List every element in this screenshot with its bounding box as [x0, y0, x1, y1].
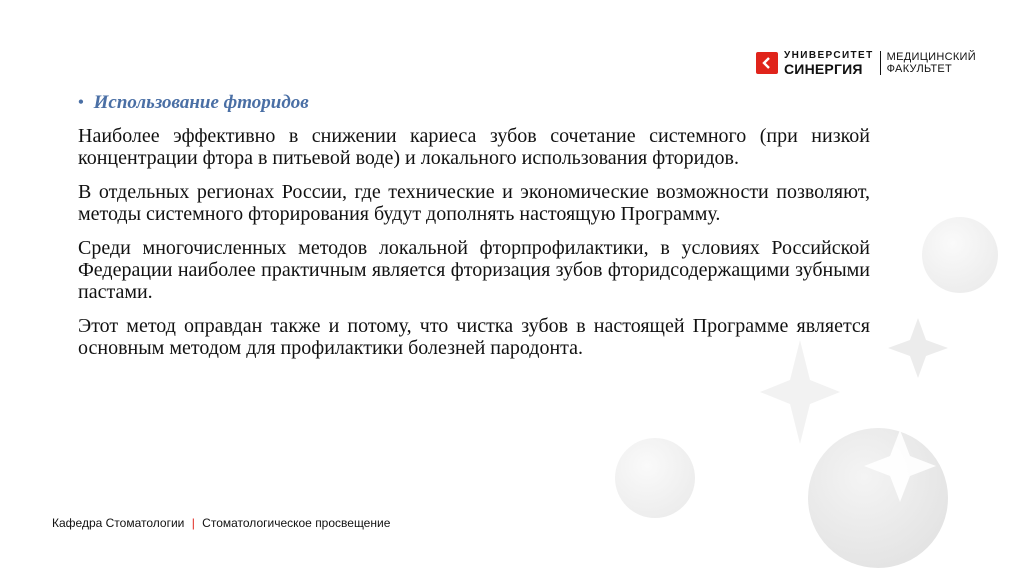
paragraph-2: В отдельных регионах России, где технические и экономические возможности позволяют, методы системного фторирования будут дополнять настоящую Программу.: [78, 181, 870, 225]
logo-faculty: [887, 51, 976, 75]
logo-line2: СИНЕРГИЯ: [784, 60, 863, 77]
deco-circle-top: [922, 217, 998, 293]
bullet-heading: [78, 92, 870, 114]
logo-separator: [880, 51, 881, 75]
footer-department: Кафедра Стоматологии: [52, 516, 185, 530]
deco-circle-large: [808, 428, 948, 568]
paragraph-3: Среди многочисленных методов локальной фторпрофилактики, в условиях Российской Федерации наиболее практичным является фторизация зубов фторидсодержащими зубными пастами.: [78, 237, 870, 303]
footer-subtitle: Стоматологическое просвещение: [202, 516, 391, 530]
bullet-dot-icon: •: [78, 94, 84, 111]
logo-bracket-icon: [756, 52, 778, 74]
logo-line1: УНИВЕРСИТЕТ: [784, 49, 874, 61]
slide-footer: [52, 516, 390, 530]
paragraph-4: Этот метод оправдан также и потому, что чистка зубов в настоящей Программе является основным методом для профилактики болезней пародонта.: [78, 315, 870, 359]
logo-faculty-line1: МЕДИЦИНСКИЙ: [886, 51, 976, 63]
deco-sparkle-right: [888, 318, 948, 378]
slide-content: [78, 92, 870, 371]
deco-circle-small: [615, 438, 695, 518]
logo-faculty-line2: ФАКУЛЬТЕТ: [886, 63, 953, 75]
deco-sparkle-large: [864, 430, 936, 502]
logo-university-name: [784, 51, 874, 76]
university-logo: [756, 50, 976, 76]
bullet-heading-text: Использование фторидов: [93, 92, 309, 113]
paragraph-1: Наиболее эффективно в снижении кариеса зубов сочетание системного (при низкой концентрации фтора в питьевой воде) и локального использования фторидов.: [78, 125, 870, 169]
footer-separator: |: [191, 516, 195, 530]
